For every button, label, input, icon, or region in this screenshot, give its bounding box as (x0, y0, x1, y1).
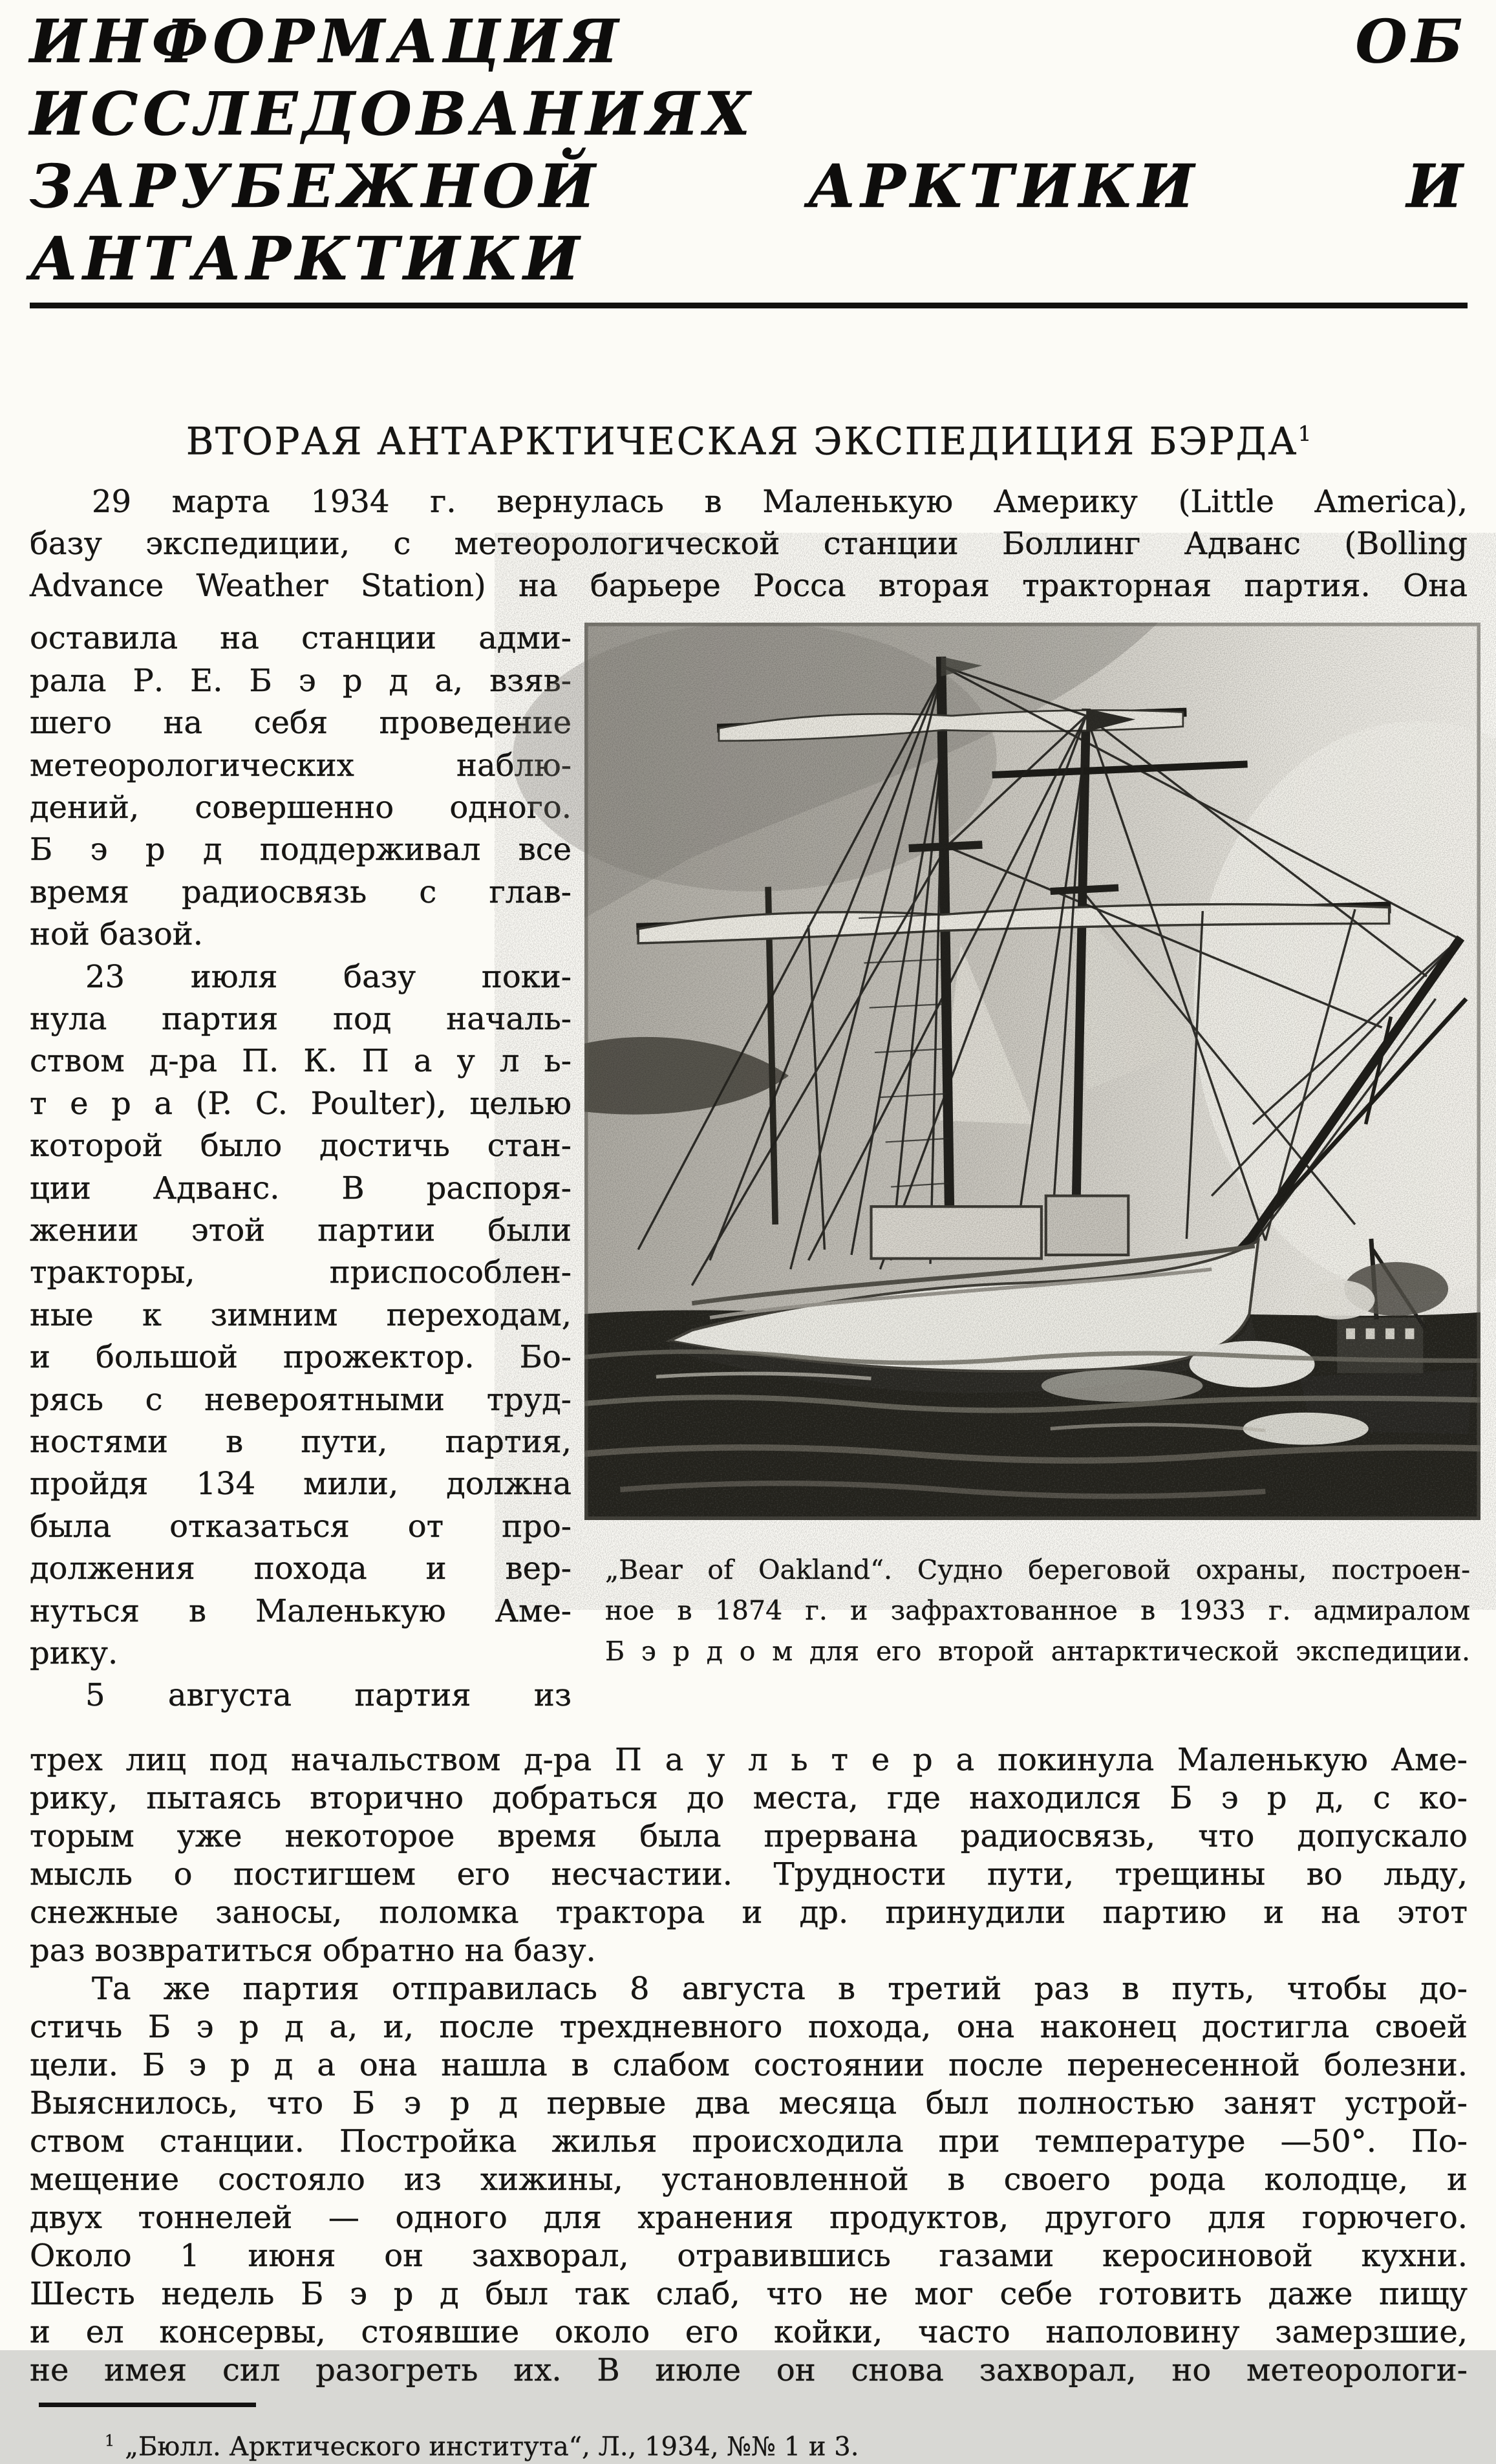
masthead-line-1: ИНФОРМАЦИЯ ОБ ИССЛЕДОВАНИЯХ (30, 6, 1468, 149)
text-line: снежные заносы, поломка трактора и др. принудили партию и на этот (30, 1894, 1468, 1931)
text-line: и ел консервы, стоявшие около его койки, часто наполовину замерзшие, (30, 2314, 1468, 2351)
text-line: жении этой партии были (30, 1212, 572, 1249)
figure-caption (605, 1550, 1470, 1672)
masthead-rule (30, 303, 1468, 308)
text-line: ции Адванс. В распоря- (30, 1170, 572, 1206)
text-line: пройдя 134 мили, должна (30, 1466, 572, 1503)
text-line: оставила на станции адми- (30, 620, 572, 657)
text-line: Б э р д о м для его второй антарктической экспедиции. (605, 1636, 1470, 1667)
text-line: ством станции. Постройка жилья происходила при температуре —50°. По- (30, 2123, 1468, 2160)
text-line: мещение состояло из хижины, установленной в своего рода колодце, и (30, 2161, 1468, 2198)
footnote-text: „Бюлл. Арктического института“, Л., 1934, №№ 1 и 3. (125, 2432, 859, 2462)
text-line: Та же партия отправилась 8 августа в третий раз в путь, чтобы до- (92, 1971, 1468, 2008)
text-line: ные к зимним переходам, (30, 1296, 572, 1333)
footnote-rule (39, 2403, 256, 2407)
text-line: рала Р. Е. Б э р д а, взяв- (30, 662, 572, 699)
text-line: ством д-ра П. К. П а у л ь- (30, 1043, 572, 1080)
text-line: „Bear of Oakland“. Судно береговой охраны, построен- (605, 1554, 1470, 1586)
intro-paragraph (30, 481, 1468, 607)
text-line: нуться в Маленькую Аме- (30, 1592, 572, 1629)
text-line: рику. (30, 1635, 118, 1672)
text-line: базу экспедиции, с метеорологической станции Боллинг Адванс (Bolling (30, 526, 1468, 562)
ship-illustration (584, 623, 1480, 1520)
title-footnote-mark: 1 (1298, 422, 1312, 446)
masthead-line-2: ЗАРУБЕЖНОЙ АРКТИКИ И АНТАРКТИКИ (30, 151, 1468, 294)
footnote-mark: 1 (105, 2432, 115, 2450)
article-title-text: ВТОРАЯ АНТАРКТИЧЕСКАЯ ЭКСПЕДИЦИЯ БЭРДА (186, 419, 1298, 464)
article-body (30, 1741, 1468, 2390)
text-line: Б э р д поддерживал все (30, 831, 572, 868)
two-column-zone (30, 607, 1468, 1732)
text-line: двух тоннелей — одного для хранения продуктов, другого для горючего. (30, 2200, 1468, 2236)
text-line: мысль о постигшем его несчастии. Трудности пути, трещины во льду, (30, 1856, 1468, 1893)
text-line: была отказаться от про- (30, 1508, 572, 1545)
text-line: цели. Б э р д а она нашла в слабом состоянии после перенесенной болезни. (30, 2047, 1468, 2084)
text-line: дений, совершенно одного. (30, 789, 572, 826)
text-line: не имея сил разогреть их. В июле он снова захворал, но метеорологи- (30, 2352, 1468, 2389)
text-line: которой было достичь стан- (30, 1128, 572, 1164)
text-line: раз возвратиться обратно на базу. (30, 1933, 596, 1969)
text-line: Advance Weather Station) на барьере Росса вторая тракторная партия. Она (30, 568, 1468, 605)
text-line: 29 марта 1934 г. вернулась в Маленькую Америку (Little America), (92, 484, 1468, 520)
journal-masthead (30, 5, 1468, 295)
text-line: рику, пытаясь вторично добраться до места, где находился Б э р д, с ко- (30, 1780, 1468, 1817)
text-line: 5 августа партия из (85, 1677, 572, 1714)
text-line: Шесть недель Б э р д был так слаб, что не мог себе готовить даже пищу (30, 2276, 1468, 2313)
text-line: время радиосвязь с глав- (30, 873, 572, 910)
text-line: трех лиц под начальством д-ра П а у л ь т е р а покинула Маленькую Аме- (30, 1742, 1468, 1779)
text-line: ной базой. (30, 916, 203, 953)
text-line: рясь с невероятными труд- (30, 1381, 572, 1418)
text-line: Около 1 июня он захворал, отравившись газами керосиновой кухни. (30, 2238, 1468, 2275)
text-line: ное в 1874 г. и зафрахтованное в 1933 г. адмиралом (605, 1595, 1470, 1627)
footnote (30, 2424, 1468, 2463)
figure (584, 623, 1480, 1672)
left-column (30, 607, 572, 1717)
text-line: стичь Б э р д а, и, после трехдневного похода, она наконец достигла своей (30, 2009, 1468, 2046)
text-line: должения похода и вер- (30, 1550, 572, 1587)
text-line: Выяснилось, что Б э р д первые два месяца был полностью занят устрой- (30, 2085, 1468, 2122)
text-line: метеорологических наблю- (30, 747, 572, 784)
text-line: шего на себя проведение (30, 705, 572, 742)
text-line: 23 июля базу поки- (85, 958, 572, 995)
text-line: тракторы, приспособлен- (30, 1254, 572, 1291)
text-line: нула партия под началь- (30, 1000, 572, 1037)
text-line: ностями в пути, партия, (30, 1424, 572, 1461)
article-title (30, 413, 1468, 462)
text-line: и большой прожектор. Бо- (30, 1339, 572, 1376)
text-line: т е р а (P. C. Poulter), целью (30, 1085, 572, 1122)
text-line: торым уже некоторое время была прервана радиосвязь, что допускало (30, 1818, 1468, 1855)
